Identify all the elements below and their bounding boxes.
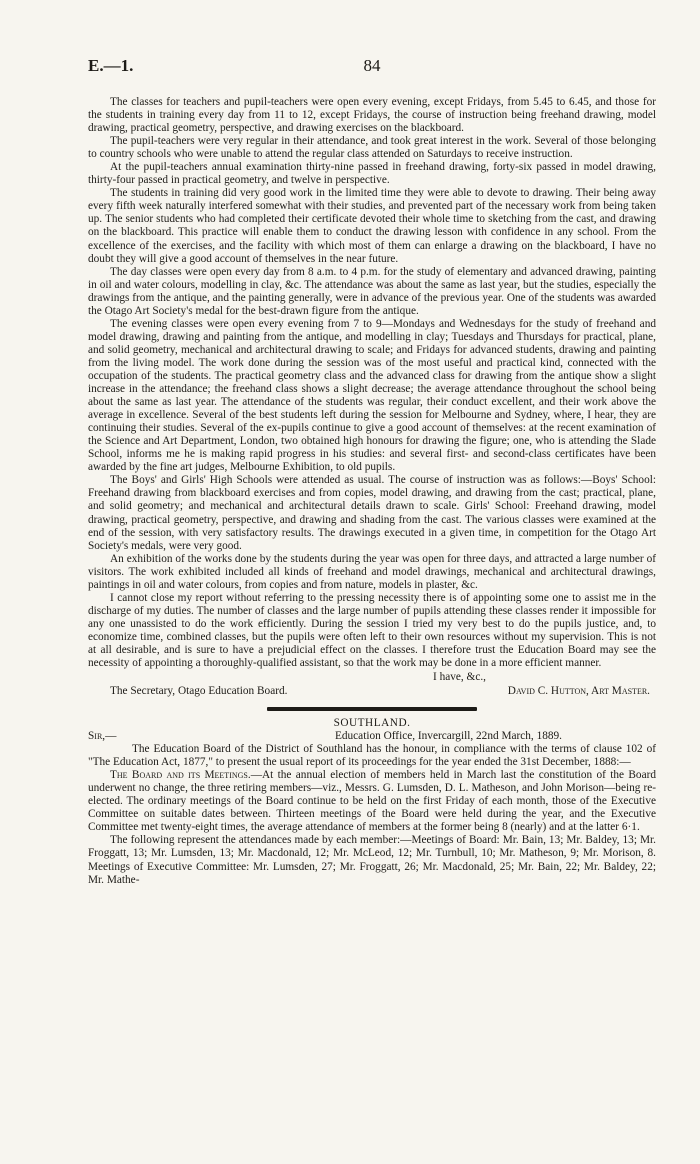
paragraph: The classes for teachers and pupil-teachers were open every evening, except Fridays, from 5.45 to 6.45, and those for the students in training every day from 11 to 12, except Fridays, the course of instruction being freehand drawing, model drawing, practical geometry, perspective, and drawing exercises on the blackboard.: [88, 96, 656, 135]
paragraph: The pupil-teachers were very regular in their attendance, and took great interest in the work. Several of those belonging to country schools who were unable to attend the regular class attended on Saturdays to receive instruction.: [88, 135, 656, 161]
salutation: Sir,—: [88, 730, 117, 743]
closing-signatory: David C. Hutton, Art Master.: [507, 685, 650, 698]
attendance-paragraph: The following represent the attendances made by each member:—Meetings of Board: Mr. Bain, 13; Mr. Baldey, 13; Mr. Froggatt, 13; Mr. Lumsden, 13; Mr. Macdonald, 12; Mr. McLeod, 12; Mr. Turnbull, 10; Mr. Matheson, 9; Mr. Morison, 8. Meetings of Executive Committee: Mr. Lumsden, 27; Mr. Froggatt, 26; Mr. Macdonald, 25; Mr. Bain, 22; Mr. Baldey, 22; Mr. Mathe-: [88, 834, 656, 886]
closing-addressee: The Secretary, Otago Education Board.: [110, 685, 288, 698]
board-text: —At the annual election of members held in March last the constitution of the Board underwent no change, the three retiring members—viz., Messrs. G. Lumsden, D. L. Matheson, and John Morison—being re-elected. The ordinary meetings of the Board continue to be held on the first Friday of each month, those of the Executive Committee on suitable dates between. Thirteen meetings of the Board were held during the year, and the Executive Committee met twenty-eight times, the average attendance of members at the former being 8 (nearly) and at the latter 6·1.: [88, 769, 656, 834]
closing-i-have: I have, &c.,: [432, 671, 486, 684]
salutation-line: [88, 730, 656, 743]
page-body: [88, 96, 656, 887]
page-number: 84: [363, 56, 381, 75]
document-reference: E.—1.: [88, 56, 134, 75]
closing-line-1: [88, 671, 656, 684]
intro-paragraph: The Education Board of the District of Southland has the honour, in compliance with the terms of clause 102 of "The Education Act, 1877," to present the usual report of its proceedings for the year ended the 31st December, 1888:—: [88, 743, 656, 769]
paragraph: The evening classes were open every evening from 7 to 9—Mondays and Wednesdays for the study of freehand and model drawing, drawing and painting from the antique, and modelling in clay; Tuesdays and Thursdays for practical, plane, and solid geometry, mechanical and architectural drawing to scale; and Fridays for advanced students, drawing and painting from the living model. The work done during the session was of the most useful and practical kind, connected with the occupation of the students. The practical geometry class and the advanced class for drawing from the antique show a slight increase in the attendance; the freehand class shows a slight decrease; the average attendance throughout the school being about the same as last year. The attendance of the students was regular, their conduct excellent, and their work above the average in excellence. Several of the best students left during the session for Melbourne and Sydney, where, I hear, they are continuing their studies. Several of the ex-pupils continue to give a good account of themselves: at the recent examination of the Science and Art Department, London, two obtained high honours for drawing the figure; one, who is attending the Slade School, informs me he is making rapid progress in his studies: and several first- and second-class certificates have been awarded by the fine art judges, Melbourne Exhibition, to old pupils.: [88, 317, 656, 474]
section-title: SOUTHLAND.: [333, 717, 411, 730]
paragraph: I cannot close my report without referring to the pressing necessity there is of appointing some one to assist me in the discharge of my duties. The number of classes and the large number of pupils attending these classes render it impossible for any one unassisted to do the work efficiently. During the session I tried my very best to do the pupils justice, and, to economize time, combined classes, but the pupils were often left to their own resources without my supervision. This is not at all desirable, and is sure to have a prejudicial effect on the classes. I therefore trust the Education Board may see the necessity of appointing a thoroughly-qualified assistant, so that the work may be done in a more efficient manner.: [88, 591, 656, 670]
board-heading: The Board and its Meetings.: [110, 769, 251, 782]
paragraph: An exhibition of the works done by the students during the year was open for three days, and attracted a large number of visitors. The work exhibited included all kinds of freehand and model drawings, mechanical and architectural drawings, paintings in oil and water colours, from copies and from nature, models in plaster, &c.: [88, 552, 656, 591]
page-header: [88, 56, 656, 76]
paragraph: The students in training did very good work in the limited time they were able to devote to drawing. Their being away every fifth week naturally interfered somewhat with their studies, and prevented part of the necessary work from being taken up. The senior students who had completed their certificate devoted their whole time to sketching from the cast, and drawing on the blackboard. This practice will enable them to conduct the drawing lesson with confidence in any school. From the excellence of the exercises, and the facility with which most of them can enlarge a drawing on the blackboard, I have no doubt they will give a good account of themselves in the near future.: [88, 187, 656, 265]
section-divider: [267, 707, 477, 711]
dateline: Education Office, Invercargill, 22nd March, 1889.: [334, 730, 562, 743]
paragraph: The Boys' and Girls' High Schools were attended as usual. The course of instruction was as follows:—Boys' School: Freehand drawing from blackboard exercises and from copies, model drawing, and drawing from the cast; practical, plane, and solid geometry; and mechanical and architectural details drawn to scale. Girls' School: Freehand drawing, model drawing, practical geometry, perspective, and drawing and shading from the cast. The various classes were examined at the end of the session, with very satisfactory results. The drawings executed in a given time, in competition for the Otago Art Society's medals, were very good.: [88, 474, 656, 552]
board-paragraph: [88, 769, 656, 834]
paragraph: The day classes were open every day from 8 a.m. to 4 p.m. for the study of elementary and advanced drawing, painting in oil and water colours, modelling in clay, &c. The attendance was about the same as last year, but the studies, especially the drawings from the antique, and the painting generally, were in advance of the previous year. One of the students was awarded the Otago Art Society's medal for the best-drawn figure from the antique.: [88, 265, 656, 317]
closing-line-2: [88, 685, 656, 698]
paragraph: At the pupil-teachers annual examination thirty-nine passed in freehand drawing, forty-six passed in model drawing, thirty-four passed in practical geometry, and twelve in perspective.: [88, 161, 656, 187]
